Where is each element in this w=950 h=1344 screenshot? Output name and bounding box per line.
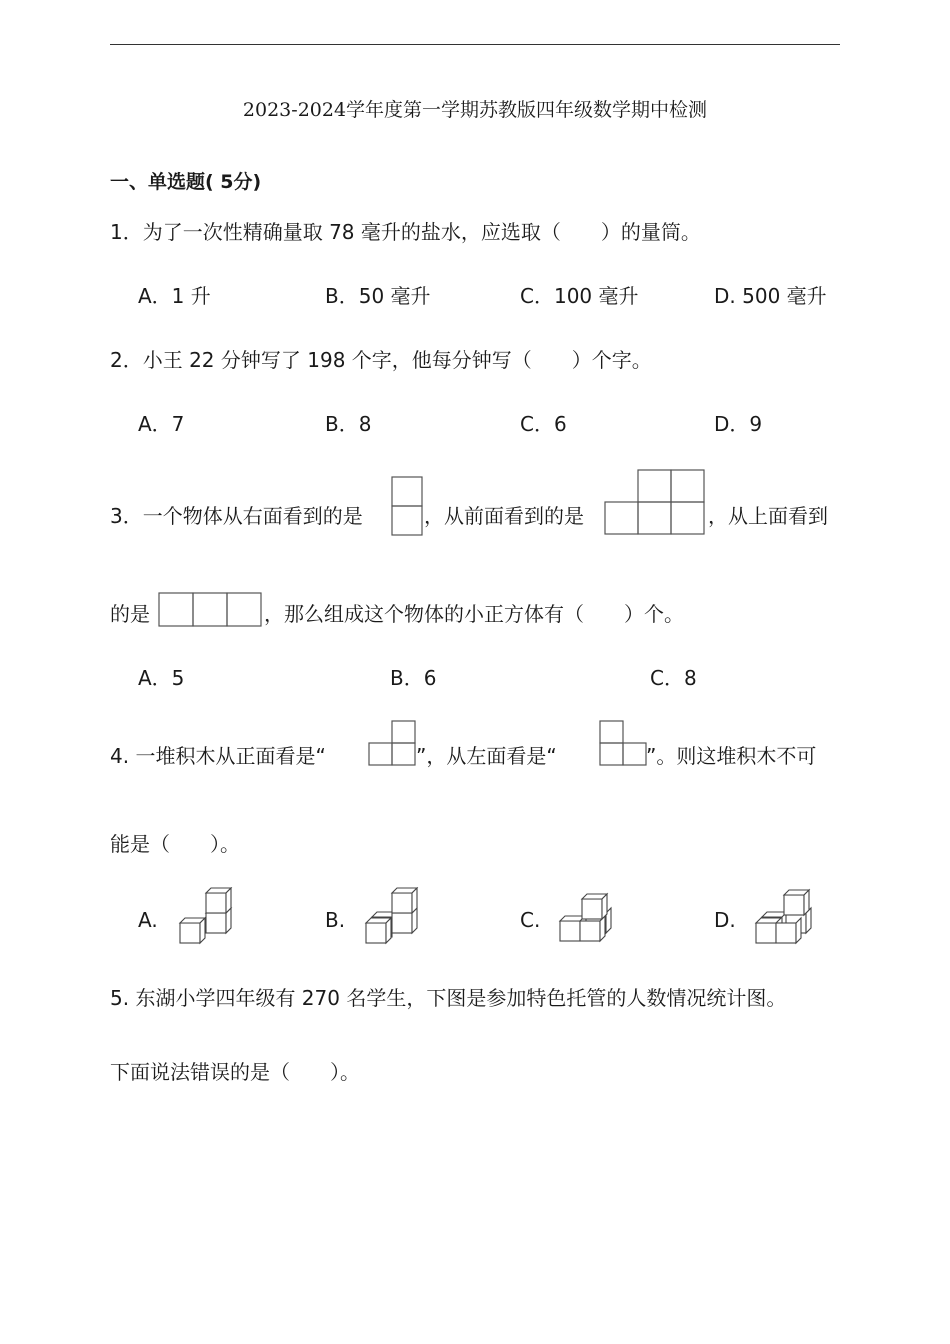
question-1-option-c[interactable]: C．100 毫升 xyxy=(520,284,639,308)
question-1-option-d[interactable]: D. 500 毫升 xyxy=(714,284,827,308)
question-2-option-c[interactable]: C．6 xyxy=(520,412,567,436)
question-2-option-d[interactable]: D．9 xyxy=(714,412,763,436)
cube-stack-c-figure[interactable] xyxy=(558,891,620,945)
top-view-figure xyxy=(158,592,262,628)
question-4-option-a-label[interactable]: A. xyxy=(138,908,158,932)
question-5-line-2: 下面说法错误的是（ ）。 xyxy=(110,1060,360,1084)
question-4-line-2: 能是（ ）。 xyxy=(110,832,240,856)
question-1-option-b[interactable]: B．50 毫升 xyxy=(325,284,431,308)
question-3-line-1 xyxy=(110,502,363,530)
question-4-option-b-label[interactable]: B. xyxy=(325,908,346,932)
left-view-blocks-figure xyxy=(599,720,649,766)
question-1-option-a[interactable]: A．1 升 xyxy=(138,284,211,308)
question-3-text-part5: ，那么组成这个物体的小正方体有（ ）个。 xyxy=(264,602,684,626)
header-rule xyxy=(110,44,840,45)
question-3-text-part3: ，从上面看到 xyxy=(708,504,828,528)
question-4-text-part3: ”。则这堆积木不可 xyxy=(646,744,817,768)
exam-title: 2023-2024学年度第一学期苏教版四年级数学期中检测 xyxy=(242,99,708,121)
question-3-option-b[interactable]: B．6 xyxy=(390,666,437,690)
question-4-option-c-label[interactable]: C. xyxy=(520,908,541,932)
question-4-text-part1: 4. 一堆积木从正面看是“ xyxy=(110,744,326,768)
question-4-option-d-label[interactable]: D. xyxy=(714,908,736,932)
question-3-text-part4: 的是 xyxy=(110,602,150,626)
front-view-figure xyxy=(604,469,707,536)
cube-stack-b-figure[interactable] xyxy=(364,887,424,945)
section-heading: 一、单选题( 5分) xyxy=(110,171,262,193)
question-1-text: 1．为了一次性精确量取 78 毫升的盐水，应选取（ ）的量筒。 xyxy=(110,220,701,244)
front-view-blocks-figure xyxy=(368,720,418,766)
question-5-line-1: 5. 东湖小学四年级有 270 名学生，下图是参加特色托管的人数情况统计图。 xyxy=(110,986,787,1010)
question-3-text-part1: 3．一个物体从右面看到的是 xyxy=(110,504,363,528)
right-view-figure xyxy=(391,476,423,536)
cube-stack-d-figure[interactable] xyxy=(754,887,816,945)
cube-stack-a-figure[interactable] xyxy=(178,887,238,945)
question-3-option-a[interactable]: A．5 xyxy=(138,666,185,690)
question-2-option-b[interactable]: B．8 xyxy=(325,412,372,436)
question-3-text-part2: ，从前面看到的是 xyxy=(424,504,584,528)
question-3-option-c[interactable]: C．8 xyxy=(650,666,697,690)
question-2-text: 2．小王 22 分钟写了 198 个字，他每分钟写（ ）个字。 xyxy=(110,348,652,372)
question-2-option-a[interactable]: A．7 xyxy=(138,412,185,436)
question-4-text-part2: ”，从左面看是“ xyxy=(416,744,557,768)
